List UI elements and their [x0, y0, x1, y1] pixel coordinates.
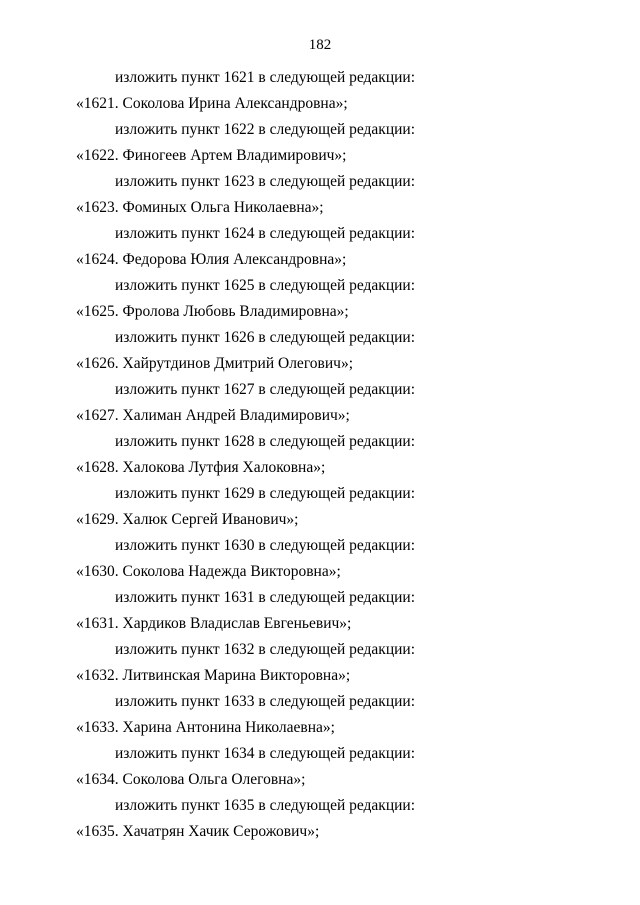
- amendment-entry: [0, 585, 640, 637]
- amendment-entry: [0, 169, 640, 221]
- amendment-instruction: изложить пункт 1627 в следующей редакции:: [115, 381, 416, 398]
- amendment-instruction: изложить пункт 1625 в следующей редакции:: [115, 277, 416, 294]
- amendment-text: «1630. Соколова Надежда Викторовна»;: [76, 563, 341, 580]
- amendment-instruction: изложить пункт 1633 в следующей редакции:: [115, 693, 416, 710]
- amendment-text: «1632. Литвинская Марина Викторовна»;: [76, 667, 351, 684]
- amendment-instruction: изложить пункт 1629 в следующей редакции:: [115, 485, 416, 502]
- amendment-text: «1626. Хайрутдинов Дмитрий Олегович»;: [76, 355, 354, 372]
- amendment-instruction: изложить пункт 1631 в следующей редакции:: [115, 589, 416, 606]
- amendment-text: «1623. Фоминых Ольга Николаевна»;: [76, 199, 324, 216]
- amendment-entry: [0, 325, 640, 377]
- amendment-entry: [0, 637, 640, 689]
- amendment-instruction: изложить пункт 1621 в следующей редакции:: [115, 69, 416, 86]
- amendment-entry: [0, 689, 640, 741]
- page-number: 182: [308, 37, 332, 53]
- amendment-text: «1635. Хачатрян Хачик Серожович»;: [76, 823, 320, 840]
- amendment-instruction: изложить пункт 1624 в следующей редакции:: [115, 225, 416, 242]
- amendment-text: «1622. Финогеев Артем Владимирович»;: [76, 147, 347, 164]
- amendment-text: «1633. Харина Антонина Николаевна»;: [76, 719, 335, 736]
- amendment-text: «1624. Федорова Юлия Александровна»;: [76, 251, 347, 268]
- amendment-entry: [0, 741, 640, 793]
- amendment-entry: [0, 429, 640, 481]
- amendment-entry: [0, 377, 640, 429]
- amendment-instruction: изложить пункт 1623 в следующей редакции:: [115, 173, 416, 190]
- amendment-text: «1634. Соколова Ольга Олеговна»;: [76, 771, 306, 788]
- amendment-entry: [0, 793, 640, 845]
- amendment-text: «1625. Фролова Любовь Владимировна»;: [76, 303, 349, 320]
- amendment-entry: [0, 117, 640, 169]
- amendment-text: «1628. Халокова Лутфия Халоковна»;: [76, 459, 326, 476]
- amendment-instruction: изложить пункт 1626 в следующей редакции:: [115, 329, 416, 346]
- amendment-text: «1631. Хардиков Владислав Евгеньевич»;: [76, 615, 352, 632]
- amendment-entry: [0, 481, 640, 533]
- amendment-entry: [0, 221, 640, 273]
- amendment-instruction: изложить пункт 1622 в следующей редакции:: [115, 121, 416, 138]
- amendment-text: «1629. Халюк Сергей Иванович»;: [76, 511, 299, 528]
- amendment-list: [0, 65, 640, 845]
- amendment-entry: [0, 273, 640, 325]
- amendment-text: «1621. Соколова Ирина Александровна»;: [76, 95, 348, 112]
- amendment-instruction: изложить пункт 1635 в следующей редакции:: [115, 797, 416, 814]
- amendment-instruction: изложить пункт 1628 в следующей редакции:: [115, 433, 416, 450]
- amendment-entry: [0, 533, 640, 585]
- amendment-instruction: изложить пункт 1634 в следующей редакции:: [115, 745, 416, 762]
- amendment-entry: [0, 65, 640, 117]
- amendment-text: «1627. Халиман Андрей Владимирович»;: [76, 407, 350, 424]
- amendment-instruction: изложить пункт 1632 в следующей редакции:: [115, 641, 416, 658]
- amendment-instruction: изложить пункт 1630 в следующей редакции:: [115, 537, 416, 554]
